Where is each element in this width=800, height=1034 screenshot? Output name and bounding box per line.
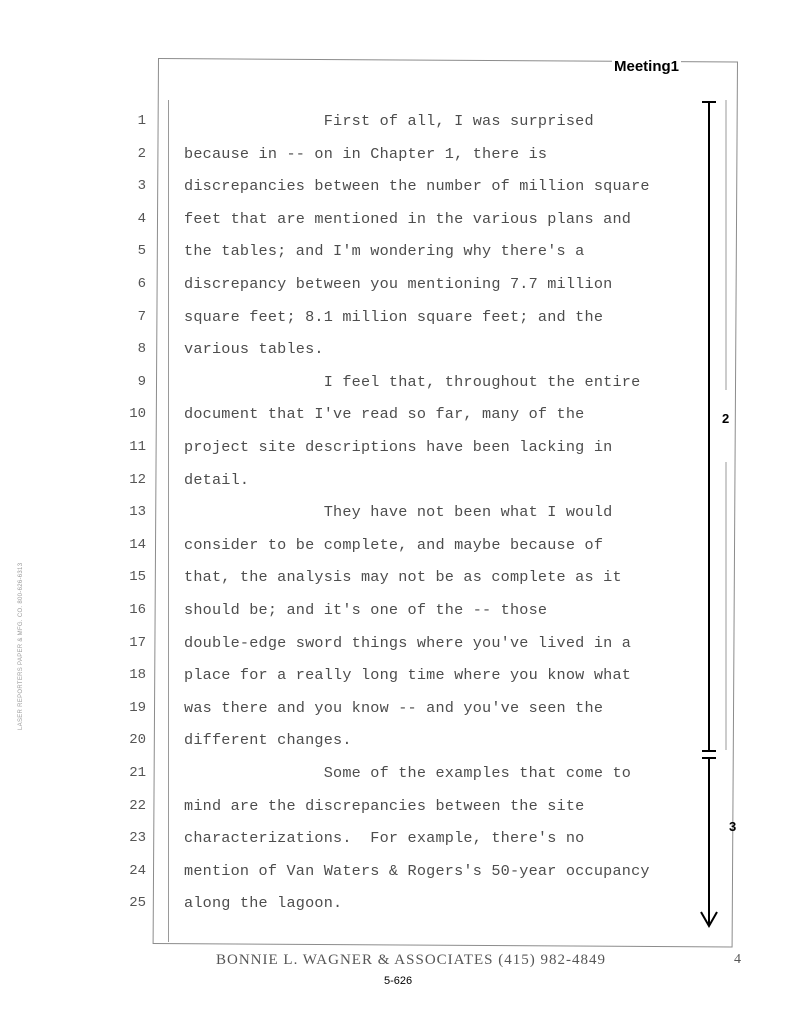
transcript-line <box>0 303 800 335</box>
line-text: discrepancies between the number of million square <box>184 177 650 196</box>
transcript-line <box>0 596 800 628</box>
transcript-line <box>0 270 800 302</box>
line-text: discrepancy between you mentioning 7.7 million <box>184 275 613 293</box>
transcript-line <box>0 694 800 726</box>
line-text: feet that are mentioned in the various plans and <box>184 209 632 228</box>
transcript-line <box>0 531 800 563</box>
transcript-line <box>0 433 800 465</box>
transcript-line <box>0 824 800 856</box>
meeting-label: Meeting1 <box>614 58 680 75</box>
line-number: 16 <box>129 602 146 618</box>
line-number: 11 <box>129 439 146 455</box>
line-text: square feet; 8.1 million square feet; and the <box>184 307 604 326</box>
transcript-line <box>0 335 800 367</box>
transcript-line <box>0 759 800 791</box>
line-number: 2 <box>137 145 146 162</box>
transcript-line <box>0 629 800 661</box>
line-number: 4 <box>137 210 146 227</box>
transcript-line <box>0 661 800 693</box>
transcript-line <box>0 140 800 172</box>
line-number: 18 <box>129 667 146 684</box>
line-number: 6 <box>137 276 146 292</box>
line-text: detail. <box>184 470 250 489</box>
transcript-line <box>0 857 800 889</box>
transcript-line <box>0 466 800 498</box>
document-code: 5-626 <box>384 975 413 987</box>
line-number: 14 <box>129 536 146 553</box>
line-text: consider to be complete, and maybe because of <box>184 535 604 554</box>
transcript-line <box>0 172 800 204</box>
line-number: 1 <box>137 113 146 129</box>
bracket-2-tail <box>724 100 730 750</box>
comment-bracket-3 <box>696 754 736 934</box>
comment-bracket-label-3: 3 <box>729 819 737 834</box>
line-number: 17 <box>129 634 146 651</box>
line-number: 8 <box>137 341 146 358</box>
line-text: was there and you know -- and you've seen the <box>184 698 604 717</box>
transcript-line <box>0 400 800 432</box>
page-number: 4 <box>734 952 741 967</box>
comment-bracket-label-2: 2 <box>722 411 730 426</box>
line-text: First of all, I was surprised <box>184 112 594 130</box>
line-text: Some of the examples that come to <box>184 764 632 782</box>
line-text: mind are the discrepancies between the site <box>184 796 585 815</box>
line-text: should be; and it's one of the -- those <box>184 601 548 619</box>
line-number: 9 <box>137 373 146 390</box>
transcript-line <box>0 563 800 595</box>
line-text: I feel that, throughout the entire <box>184 372 641 391</box>
line-number: 20 <box>129 732 146 749</box>
line-number: 10 <box>129 406 146 423</box>
line-text: double-edge sword things where you've lived in a <box>184 633 632 652</box>
line-number: 13 <box>129 504 146 521</box>
line-text: document that I've read so far, many of the <box>184 405 585 424</box>
line-text: characterizations. For example, there's no <box>184 829 585 848</box>
line-text: because in -- on in Chapter 1, there is <box>184 144 548 163</box>
line-number: 25 <box>129 895 146 912</box>
line-number: 3 <box>137 178 146 195</box>
transcript-line <box>0 889 800 921</box>
line-text: the tables; and I'm wondering why there's a <box>184 242 585 261</box>
line-text: place for a really long time where you know what <box>184 666 632 685</box>
transcript-line <box>0 368 800 400</box>
line-number: 19 <box>129 699 146 716</box>
transcript-line <box>0 107 800 139</box>
line-text: They have not been what I would <box>184 503 613 522</box>
line-text: along the lagoon. <box>184 894 343 913</box>
transcript-line <box>0 726 800 758</box>
line-number: 5 <box>137 243 146 260</box>
side-imprint: LASER REPORTERS PAPER & MFG. CO. 800-626-6313 <box>18 562 24 730</box>
transcript-line <box>0 498 800 530</box>
comment-bracket-2 <box>696 96 736 760</box>
line-text: mention of Van Waters & Rogers's 50-year occupancy <box>184 861 650 880</box>
line-number: 23 <box>129 830 146 847</box>
line-number: 7 <box>137 308 146 325</box>
transcript-line <box>0 205 800 237</box>
line-text: that, the analysis may not be as complete as it <box>184 568 622 587</box>
transcript-line <box>0 237 800 269</box>
line-number: 12 <box>129 471 146 488</box>
line-number: 24 <box>129 862 146 879</box>
line-number: 22 <box>129 797 146 814</box>
line-text: different changes. <box>184 731 352 750</box>
line-text: project site descriptions have been lacking in <box>184 438 613 456</box>
transcript-line <box>0 792 800 824</box>
line-text: various tables. <box>184 340 324 359</box>
line-number: 15 <box>129 569 146 586</box>
line-number: 21 <box>129 765 146 781</box>
reporter-footer: BONNIE L. WAGNER & ASSOCIATES (415) 982-4849 <box>216 952 606 968</box>
